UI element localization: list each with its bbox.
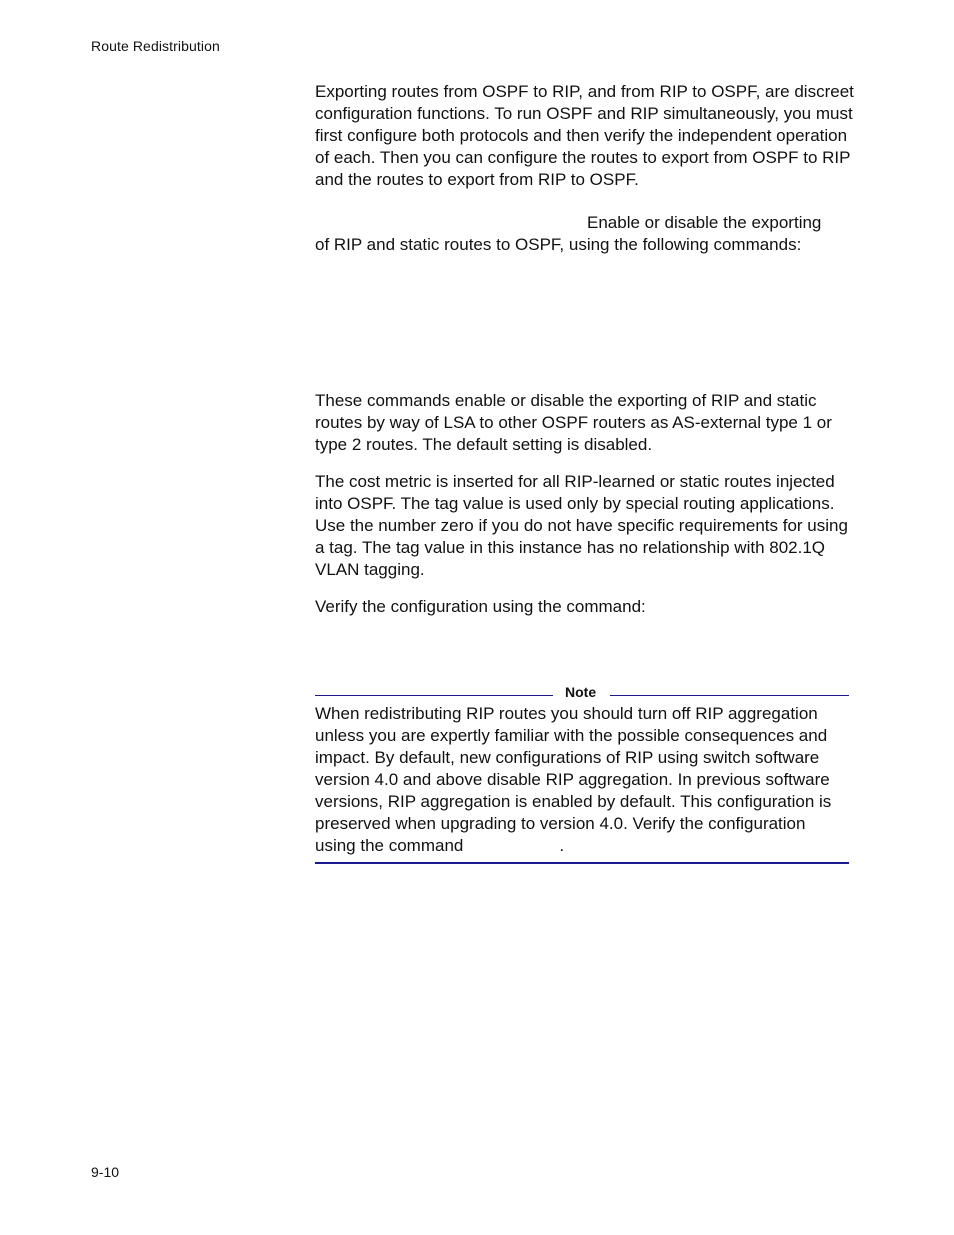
- note-body: When redistributing RIP routes you should turn off RIP aggregation unless you are expertly familiar with the possible consequences and impact. By default, new configurations of RIP using switch software version 4.0 and above disable RIP aggregation. In previous software versions, RIP aggregation is enabled by default. This configuration is preserved when upgrading to version 4.0. Verify the configuration using the command: [315, 704, 832, 855]
- note-rule-left: [315, 695, 553, 696]
- note-text: [315, 703, 849, 857]
- enable-line-2: of RIP and static routes to OSPF, using the following commands:: [315, 235, 802, 254]
- intro-paragraph: Exporting routes from OSPF to RIP, and from RIP to OSPF, are discreet configuration functions. To run OSPF and RIP simultaneously, you must first configure both protocols and then verify the independent operation of each. Then you can configure the routes to export from OSPF to RIP and the routes to export from RIP to OSPF.: [315, 82, 854, 189]
- enable-line-1: Enable or disable the exporting: [587, 213, 822, 232]
- commands-description-paragraph: These commands enable or disable the exporting of RIP and static routes by way of LSA to other OSPF routers as AS-external type 1 or type 2 routes. The default setting is disabled.: [315, 391, 832, 454]
- note-label: Note: [565, 684, 597, 700]
- verify-paragraph: Verify the configuration using the command:: [315, 597, 646, 616]
- note-bottom-rule: [315, 862, 849, 864]
- note-rule-right: [610, 695, 849, 696]
- page-number: 9-10: [91, 1164, 120, 1180]
- running-header: Route Redistribution: [91, 38, 220, 54]
- note-period: .: [559, 836, 565, 855]
- cost-metric-paragraph: The cost metric is inserted for all RIP-learned or static routes injected into OSPF. The tag value is used only by special routing applications. Use the number zero if you do not have specific requirements for using a tag. The tag value in this instance has no relationship with 802.1Q VLAN tagging.: [315, 472, 848, 579]
